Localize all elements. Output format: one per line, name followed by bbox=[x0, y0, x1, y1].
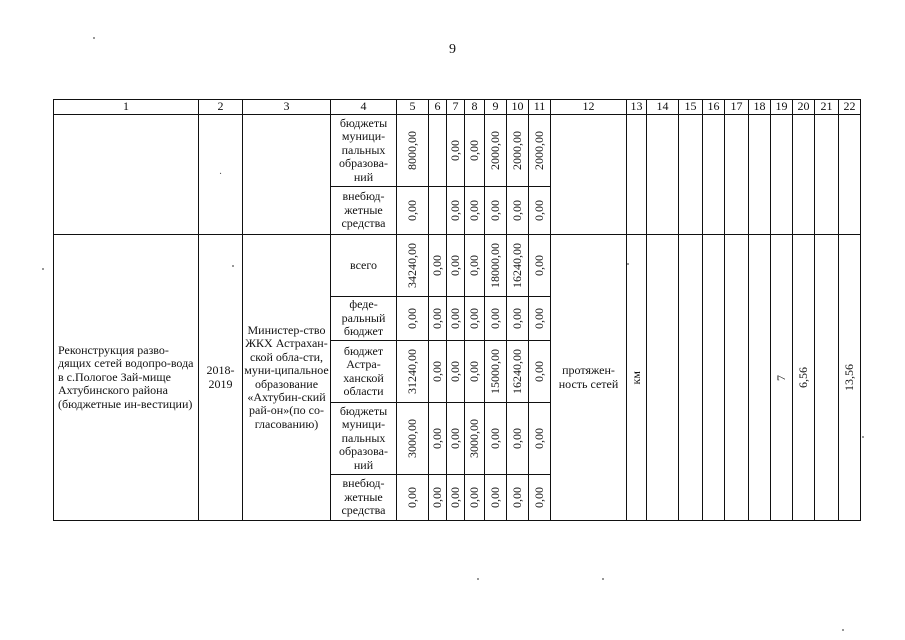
value-text: 31240,00 bbox=[404, 349, 419, 394]
value-cell bbox=[485, 297, 507, 341]
header-cell: 1 bbox=[54, 100, 199, 115]
value-text: 0,00 bbox=[509, 200, 524, 221]
value-text: 0,00 bbox=[404, 200, 419, 221]
value-cell bbox=[485, 235, 507, 297]
empty-cell bbox=[725, 115, 749, 235]
value-text: 0,00 bbox=[466, 255, 481, 276]
scan-speck bbox=[862, 436, 864, 438]
value-text: 16240,00 bbox=[509, 243, 524, 288]
value-cell bbox=[447, 297, 465, 341]
value-text: 0,00 bbox=[404, 308, 419, 329]
value-text: 2000,00 bbox=[509, 131, 524, 170]
value-cell bbox=[529, 403, 551, 475]
value-cell bbox=[397, 403, 429, 475]
value-text: 15000,00 bbox=[487, 349, 502, 394]
value-cell bbox=[429, 403, 447, 475]
table-row bbox=[54, 115, 861, 187]
value-cell bbox=[529, 115, 551, 187]
header-cell: 21 bbox=[815, 100, 839, 115]
value-cell bbox=[485, 115, 507, 187]
value-cell bbox=[429, 341, 447, 403]
value-text: 0,00 bbox=[466, 361, 481, 382]
value-text: 0,00 bbox=[487, 200, 502, 221]
value-cell bbox=[397, 475, 429, 521]
scan-speck bbox=[627, 263, 629, 265]
value-text: 0,00 bbox=[509, 308, 524, 329]
empty-cell bbox=[429, 187, 447, 235]
value-text: 3000,00 bbox=[404, 419, 419, 458]
value-cell bbox=[447, 403, 465, 475]
header-cell: 3 bbox=[243, 100, 331, 115]
funding-source-cell: внебюд-жетные средства bbox=[331, 475, 397, 521]
header-cell: 15 bbox=[679, 100, 703, 115]
value-text: 0,00 bbox=[429, 361, 444, 382]
value-text: 0,00 bbox=[531, 308, 546, 329]
value-text: 0,00 bbox=[509, 428, 524, 449]
value-cell bbox=[485, 403, 507, 475]
value-cell bbox=[447, 475, 465, 521]
value-cell bbox=[507, 475, 529, 521]
value-cell bbox=[507, 235, 529, 297]
empty-cell bbox=[429, 115, 447, 187]
empty-cell bbox=[679, 115, 703, 235]
header-cell: 12 bbox=[551, 100, 627, 115]
target-cell-20 bbox=[793, 235, 815, 521]
header-cell: 19 bbox=[771, 100, 793, 115]
target-cell-22 bbox=[839, 235, 861, 521]
value-cell bbox=[507, 297, 529, 341]
value-text: 0,00 bbox=[447, 428, 462, 449]
header-cell: 10 bbox=[507, 100, 529, 115]
value-cell bbox=[529, 297, 551, 341]
unit-text: км bbox=[628, 370, 643, 385]
scan-speck bbox=[842, 629, 844, 631]
value-cell bbox=[507, 403, 529, 475]
value-cell bbox=[529, 341, 551, 403]
value-cell bbox=[465, 403, 485, 475]
header-cell: 8 bbox=[465, 100, 485, 115]
value-cell bbox=[485, 475, 507, 521]
value-cell bbox=[485, 187, 507, 235]
scan-speck bbox=[42, 268, 44, 270]
scan-speck bbox=[93, 37, 95, 39]
indicator-cell: протяжен-ность сетей bbox=[551, 235, 627, 521]
indicator-cell bbox=[551, 115, 627, 235]
value-cell bbox=[447, 115, 465, 187]
empty-cell bbox=[647, 235, 679, 521]
years-cell: · bbox=[199, 115, 243, 235]
value-cell bbox=[397, 235, 429, 297]
empty-cell bbox=[725, 235, 749, 521]
value-cell bbox=[507, 115, 529, 187]
value-cell bbox=[465, 235, 485, 297]
value-cell bbox=[397, 187, 429, 235]
unit-cell bbox=[627, 235, 647, 521]
scan-speck bbox=[232, 265, 234, 267]
executor-cell: Министер-ство ЖКХ Астрахан-ской обла-сти, муни-ципальное образование «Ахтубин-ский рай-он»(по со-гласованию) bbox=[243, 235, 331, 521]
value-text: 3000,00 bbox=[466, 419, 481, 458]
empty-cell bbox=[703, 235, 725, 521]
empty-cell bbox=[839, 115, 861, 235]
value-text: 2000,00 bbox=[531, 131, 546, 170]
value-cell bbox=[465, 297, 485, 341]
value-text: 8000,00 bbox=[404, 131, 419, 170]
value-cell bbox=[465, 341, 485, 403]
value-text: 0,00 bbox=[487, 308, 502, 329]
empty-cell bbox=[679, 235, 703, 521]
funding-source-cell: внебюд-жетные средства bbox=[331, 187, 397, 235]
value-text: 0,00 bbox=[447, 308, 462, 329]
value-cell bbox=[529, 235, 551, 297]
value-text: 0,00 bbox=[466, 140, 481, 161]
value-cell bbox=[529, 475, 551, 521]
value-cell bbox=[465, 187, 485, 235]
table-row bbox=[54, 235, 861, 297]
value-cell bbox=[465, 115, 485, 187]
value-cell bbox=[429, 475, 447, 521]
page-number: 9 bbox=[449, 42, 456, 57]
data-table bbox=[53, 99, 861, 521]
value-text: 0,00 bbox=[447, 487, 462, 508]
header-cell: 11 bbox=[529, 100, 551, 115]
header-cell: 4 bbox=[331, 100, 397, 115]
value-text: 0,00 bbox=[509, 487, 524, 508]
value-text: 0,00 bbox=[466, 487, 481, 508]
value-cell bbox=[465, 475, 485, 521]
header-cell: 9 bbox=[485, 100, 507, 115]
value-cell bbox=[529, 187, 551, 235]
value-text: 0,00 bbox=[447, 255, 462, 276]
value-text: 0,00 bbox=[447, 200, 462, 221]
years-cell: 2018-2019 bbox=[199, 235, 243, 521]
target-cell-19 bbox=[771, 235, 793, 521]
value-text: 2000,00 bbox=[487, 131, 502, 170]
funding-source-cell: бюджет Астра-ханской области bbox=[331, 341, 397, 403]
empty-cell bbox=[815, 115, 839, 235]
empty-cell bbox=[793, 115, 815, 235]
value-text: 0,00 bbox=[531, 487, 546, 508]
header-cell: 22 bbox=[839, 100, 861, 115]
value-cell bbox=[507, 187, 529, 235]
value-cell bbox=[397, 115, 429, 187]
value-text: 0,00 bbox=[466, 308, 481, 329]
header-cell: 17 bbox=[725, 100, 749, 115]
funding-source-cell: всего bbox=[331, 235, 397, 297]
value-cell bbox=[397, 297, 429, 341]
value-text: 0,00 bbox=[447, 361, 462, 382]
funding-source-cell: бюджеты муници-пальных образова-ний bbox=[331, 403, 397, 475]
value-text: 0,00 bbox=[487, 428, 502, 449]
value-cell bbox=[507, 341, 529, 403]
empty-cell bbox=[647, 115, 679, 235]
target-value: 13,56 bbox=[841, 364, 856, 391]
value-text: 0,00 bbox=[429, 255, 444, 276]
value-cell bbox=[447, 187, 465, 235]
header-row bbox=[54, 100, 861, 115]
header-cell: 14 bbox=[647, 100, 679, 115]
executor-cell bbox=[243, 115, 331, 235]
target-value: 6,56 bbox=[795, 367, 810, 388]
value-text: 0,00 bbox=[429, 308, 444, 329]
value-text: 34240,00 bbox=[404, 243, 419, 288]
value-cell bbox=[397, 341, 429, 403]
object-name-cell bbox=[54, 115, 199, 235]
value-cell bbox=[429, 297, 447, 341]
funding-source-cell: бюджеты муници-пальных образова-ний bbox=[331, 115, 397, 187]
value-text: 16240,00 bbox=[509, 349, 524, 394]
header-cell: 6 bbox=[429, 100, 447, 115]
scan-speck bbox=[477, 578, 479, 580]
empty-cell bbox=[771, 115, 793, 235]
funding-source-cell: феде-ральный бюджет bbox=[331, 297, 397, 341]
empty-cell bbox=[815, 235, 839, 521]
value-text: 0,00 bbox=[466, 200, 481, 221]
value-text: 0,00 bbox=[429, 487, 444, 508]
header-cell: 20 bbox=[793, 100, 815, 115]
value-cell bbox=[447, 341, 465, 403]
value-text: 0,00 bbox=[531, 361, 546, 382]
value-text: 0,00 bbox=[429, 428, 444, 449]
target-value: 7 bbox=[773, 374, 788, 381]
value-text: 18000,00 bbox=[487, 243, 502, 288]
header-cell: 18 bbox=[749, 100, 771, 115]
value-text: 0,00 bbox=[487, 487, 502, 508]
value-cell bbox=[447, 235, 465, 297]
header-cell: 16 bbox=[703, 100, 725, 115]
value-text: 0,00 bbox=[447, 140, 462, 161]
value-text: 0,00 bbox=[531, 200, 546, 221]
empty-cell bbox=[749, 235, 771, 521]
header-cell: 5 bbox=[397, 100, 429, 115]
empty-cell bbox=[703, 115, 725, 235]
value-text: 0,00 bbox=[404, 487, 419, 508]
empty-cell bbox=[749, 115, 771, 235]
object-name-cell: Реконструкция разво-дящих сетей водопро-вода в с.Пологое Зай-мище Ахтубинского района (бюджетные ин-вестиции) bbox=[54, 235, 199, 521]
unit-cell bbox=[627, 115, 647, 235]
scan-speck bbox=[602, 578, 604, 580]
header-cell: 7 bbox=[447, 100, 465, 115]
value-cell bbox=[485, 341, 507, 403]
header-cell: 2 bbox=[199, 100, 243, 115]
value-text: 0,00 bbox=[531, 255, 546, 276]
value-text: 0,00 bbox=[531, 428, 546, 449]
header-cell: 13 bbox=[627, 100, 647, 115]
value-cell bbox=[429, 235, 447, 297]
